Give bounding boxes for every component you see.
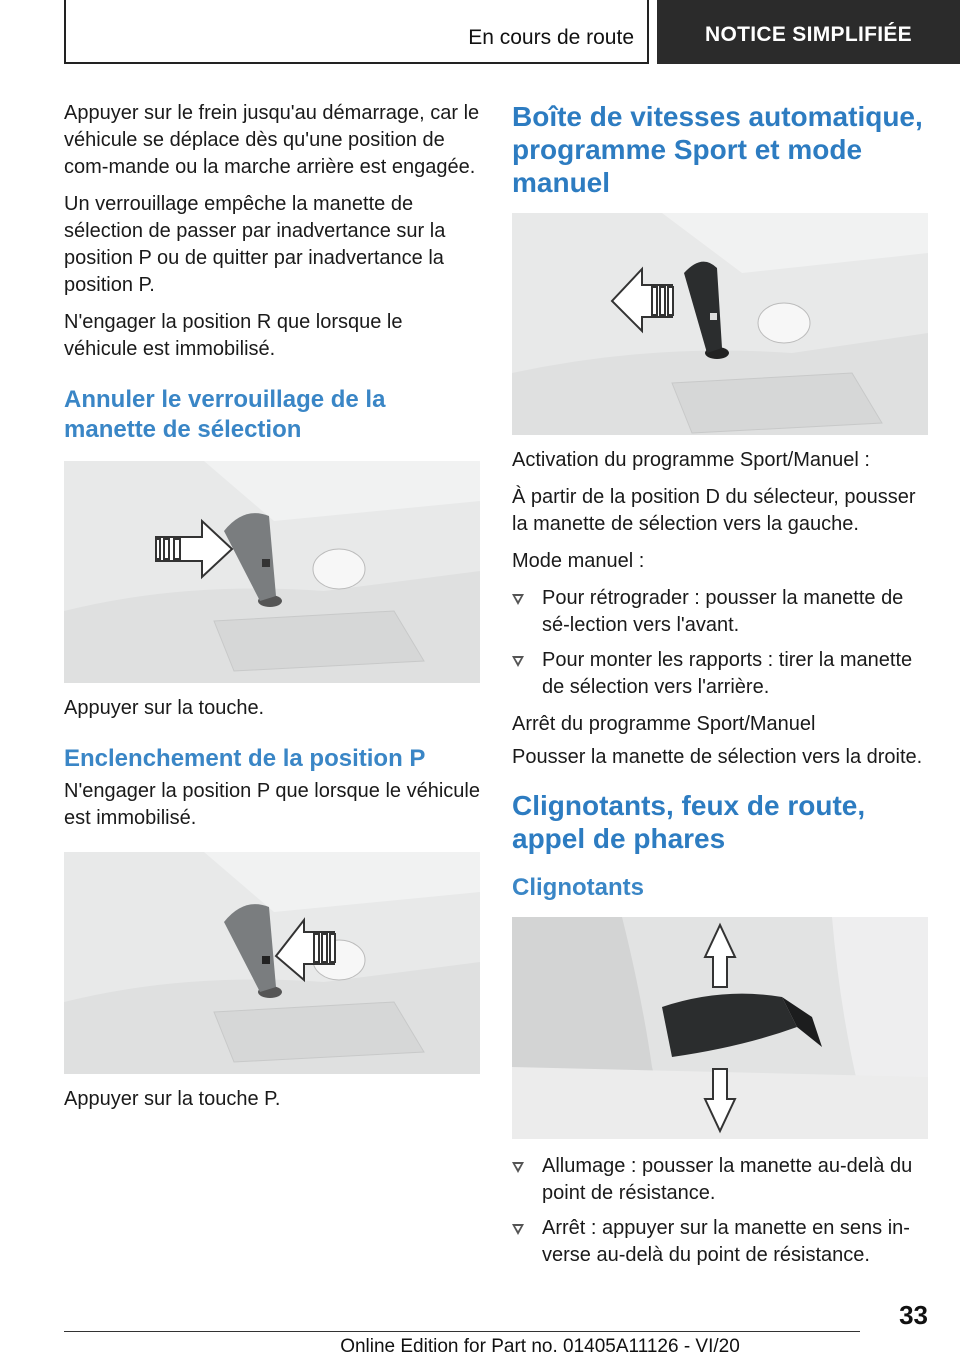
header-chapter-tab bbox=[657, 0, 960, 64]
park-heading: Enclenchement de la position P bbox=[64, 745, 426, 772]
sport-stop: Arrêt du programme Sport/Manuel bbox=[512, 713, 816, 735]
indicators-list bbox=[512, 1153, 928, 1269]
list-item: Pour rétrograder : pousser la manette de sé-lection vers l'avant. bbox=[512, 585, 928, 639]
gearbox-heading: Boîte de vitesses automatique, programme Sport et mode manuel bbox=[512, 101, 923, 198]
left-column bbox=[64, 100, 480, 1123]
figure-indicator-stalk bbox=[512, 917, 928, 1139]
triangle-bullet-icon bbox=[512, 1162, 524, 1173]
sport-mode-illustration bbox=[512, 213, 928, 435]
footer-rule bbox=[64, 1331, 860, 1332]
list-item: Pour monter les rapports : tirer la manette de sélection vers l'arrière. bbox=[512, 647, 928, 701]
sport-stop-instruction: Pousser la manette de sélection vers la droite. bbox=[512, 746, 923, 768]
park-caption: Appuyer sur la touche P. bbox=[64, 1088, 281, 1110]
sport-instruction: À partir de la position D du sélecteur, pousser la manette de sélection vers la gauche. bbox=[512, 486, 916, 535]
page-number: 33 bbox=[899, 1300, 928, 1330]
intro-paragraph-1: Appuyer sur le frein jusqu'au démarrage, car le véhicule se déplace dès qu'une position de com-mande ou la marche arrière est engagée. bbox=[64, 102, 480, 178]
unlock-heading: Annuler le verrouillage de la manette de sélection bbox=[64, 386, 386, 443]
list-item: Arrêt : appuyer sur la manette en sens in-verse au-delà du point de résistance. bbox=[512, 1215, 928, 1269]
park-button-illustration bbox=[64, 852, 480, 1074]
figure-sport-mode bbox=[512, 213, 928, 435]
header-section-label: En cours de route bbox=[468, 26, 634, 49]
indicators-heading: Clignotants bbox=[512, 874, 644, 901]
list-item: Allumage : pousser la manette au-delà du point de résistance. bbox=[512, 1153, 928, 1207]
intro-paragraph-2: Un verrouillage empêche la manette de sélection de passer par inadvertance sur la position P ou de quitter par inadvertance la position P. bbox=[64, 193, 446, 296]
footer-edition: Online Edition for Part no. 01405A11126 - VI/20 bbox=[340, 1336, 740, 1357]
unlock-caption: Appuyer sur la touche. bbox=[64, 697, 265, 719]
figure-unlock-selector bbox=[64, 461, 480, 683]
triangle-bullet-icon bbox=[512, 1224, 524, 1235]
park-text: N'engager la position P que lorsque le véhicule est immobilisé. bbox=[64, 780, 480, 829]
right-column bbox=[512, 100, 928, 1279]
sport-activation: Activation du programme Sport/Manuel : bbox=[512, 449, 870, 471]
triangle-bullet-icon bbox=[512, 656, 524, 667]
lights-heading: Clignotants, feux de route, appel de phares bbox=[512, 790, 866, 854]
triangle-bullet-icon bbox=[512, 594, 524, 605]
header-chapter-label: NOTICE SIMPLIFIÉE bbox=[705, 23, 912, 46]
figure-park-button bbox=[64, 852, 480, 1074]
indicator-stalk-illustration bbox=[512, 917, 928, 1139]
intro-paragraph-3: N'engager la position R que lorsque le véhicule est immobilisé. bbox=[64, 311, 403, 360]
manual-label: Mode manuel : bbox=[512, 550, 645, 572]
manual-list bbox=[512, 585, 928, 701]
selector-unlock-illustration bbox=[64, 461, 480, 683]
